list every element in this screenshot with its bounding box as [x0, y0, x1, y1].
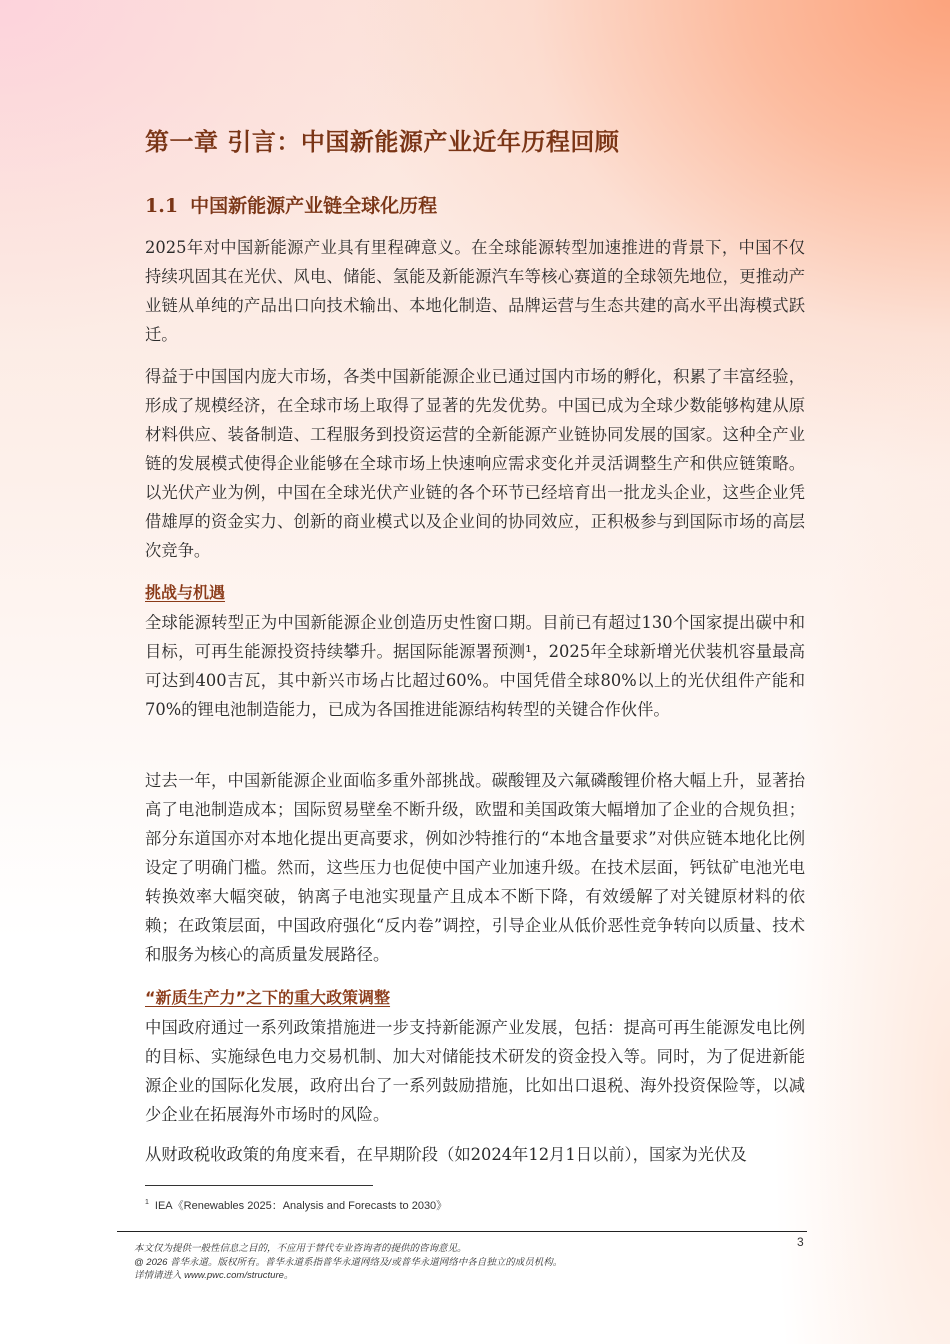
footer-structure-link[interactable]: 详情请进入 www.pwc.com/structure。 — [134, 1270, 294, 1281]
page-number: 3 — [797, 1235, 804, 1249]
paragraph-intro-1: 2025年对中国新能源产业具有里程碑意义。在全球能源转型加速推进的背景下，中国不仅持续巩固其在光伏、风电、储能、氢能及新能源汽车等核心赛道的全球领先地位，更推动产业链从单纯的产品出口向技术输出、本地化制造、品牌运营与生态共建的高水平出海模式跃迁。 — [145, 238, 805, 344]
paragraph-challenges-2: 过去一年，中国新能源企业面临多重外部挑战。碳酸锂及六氟磷酸锂价格大幅上升，显著抬高了电池制造成本；国际贸易壁垒不断升级，欧盟和美国政策大幅增加了企业的合规负担；部分东道国亦对本地化提出更高要求，例如沙特推行的“本地含量要求”对供应链本地化比例设定了明确门槛。然而，这些压力也促使中国产业加速升级。在技术层面，钙钛矿电池光电转换效率大幅突破，钠离子电池实现量产且成本不断下降，有效缓解了对关键原材料的依赖；在政策层面，中国政府强化“反内卷”调控，引导企业从低价恶性竞争转向以质量、技术和服务为核心的高质量发展路径。 — [145, 771, 805, 964]
footnote-marker: 1 — [145, 1199, 149, 1207]
paragraph-challenges-1: 全球能源转型正为中国新能源企业创造历史性窗口期。目前已有超过130个国家提出碳中和目标，可再生能源投资持续攀升。据国际能源署预测¹，2025年全球新增光伏装机容量最高可达到400吉瓦，其中新兴市场占比超过60%。中国凭借全球80%以上的光伏组件产能和70%的锂电池制造能力，已成为各国推进能源结构转型的关键合作伙伴。 — [145, 613, 805, 719]
footer-divider — [117, 1231, 807, 1232]
paragraph-policy-1: 中国政府通过一系列政策措施进一步支持新能源产业发展，包括：提高可再生能源发电比例的目标、实施绿色电力交易机制、加大对储能技术研发的资金投入等。同时，为了促进新能源企业的国际化发展，政府出台了一系列鼓励措施，比如出口退税、海外投资保险等，以减少企业在拓展海外市场时的风险。 — [145, 1018, 805, 1124]
section-title — [145, 191, 437, 218]
page-footer — [134, 1242, 562, 1283]
section-title-text: 中国新能源产业链全球化历程 — [190, 195, 438, 217]
subheading-policy-adjustment: “新质生产力”之下的重大政策调整 — [145, 988, 391, 1007]
paragraph-intro-2: 得益于中国国内庞大市场，各类中国新能源企业已通过国内市场的孵化，积累了丰富经验，形成了规模经济，在全球市场上取得了显著的先发优势。中国已成为全球少数能够构建从原材料供应、装备制造、工程服务到投资运营的全新能源产业链协同发展的国家。这种全产业链的发展模式使得企业能够在全球市场上快速响应需求变化并灵活调整生产和供应链策略。以光伏产业为例，中国在全球光伏产业链的各个环节已经培育出一批龙头企业，这些企业凭借雄厚的资金实力、创新的商业模式以及企业间的协同效应，正积极参与到国际市场的高层次竞争。 — [145, 367, 805, 560]
footer-disclaimer: 本文仅为提供一般性信息之目的，不应用于替代专业咨询者的提供的咨询意见。 — [134, 1243, 467, 1254]
footnote-text: IEA《Renewables 2025：Analysis and Forecasts to 2030》 — [154, 1200, 448, 1212]
chapter-title: 第一章 引言：中国新能源产业近年历程回顾 — [145, 128, 620, 156]
subheading-challenges-opportunities: 挑战与机遇 — [145, 583, 226, 602]
footnote-divider — [145, 1185, 373, 1186]
footnote — [145, 1197, 447, 1213]
paragraph-policy-2: 从财政税收政策的角度来看，在早期阶段（如2024年12月1日以前），国家为光伏及 — [145, 1145, 747, 1164]
section-number: 1.1 — [145, 195, 179, 217]
footer-copyright: @ 2026 普华永道。版权所有。普华永道系指普华永道网络及/或普华永道网络中各自独立的成员机构。 — [134, 1256, 563, 1268]
